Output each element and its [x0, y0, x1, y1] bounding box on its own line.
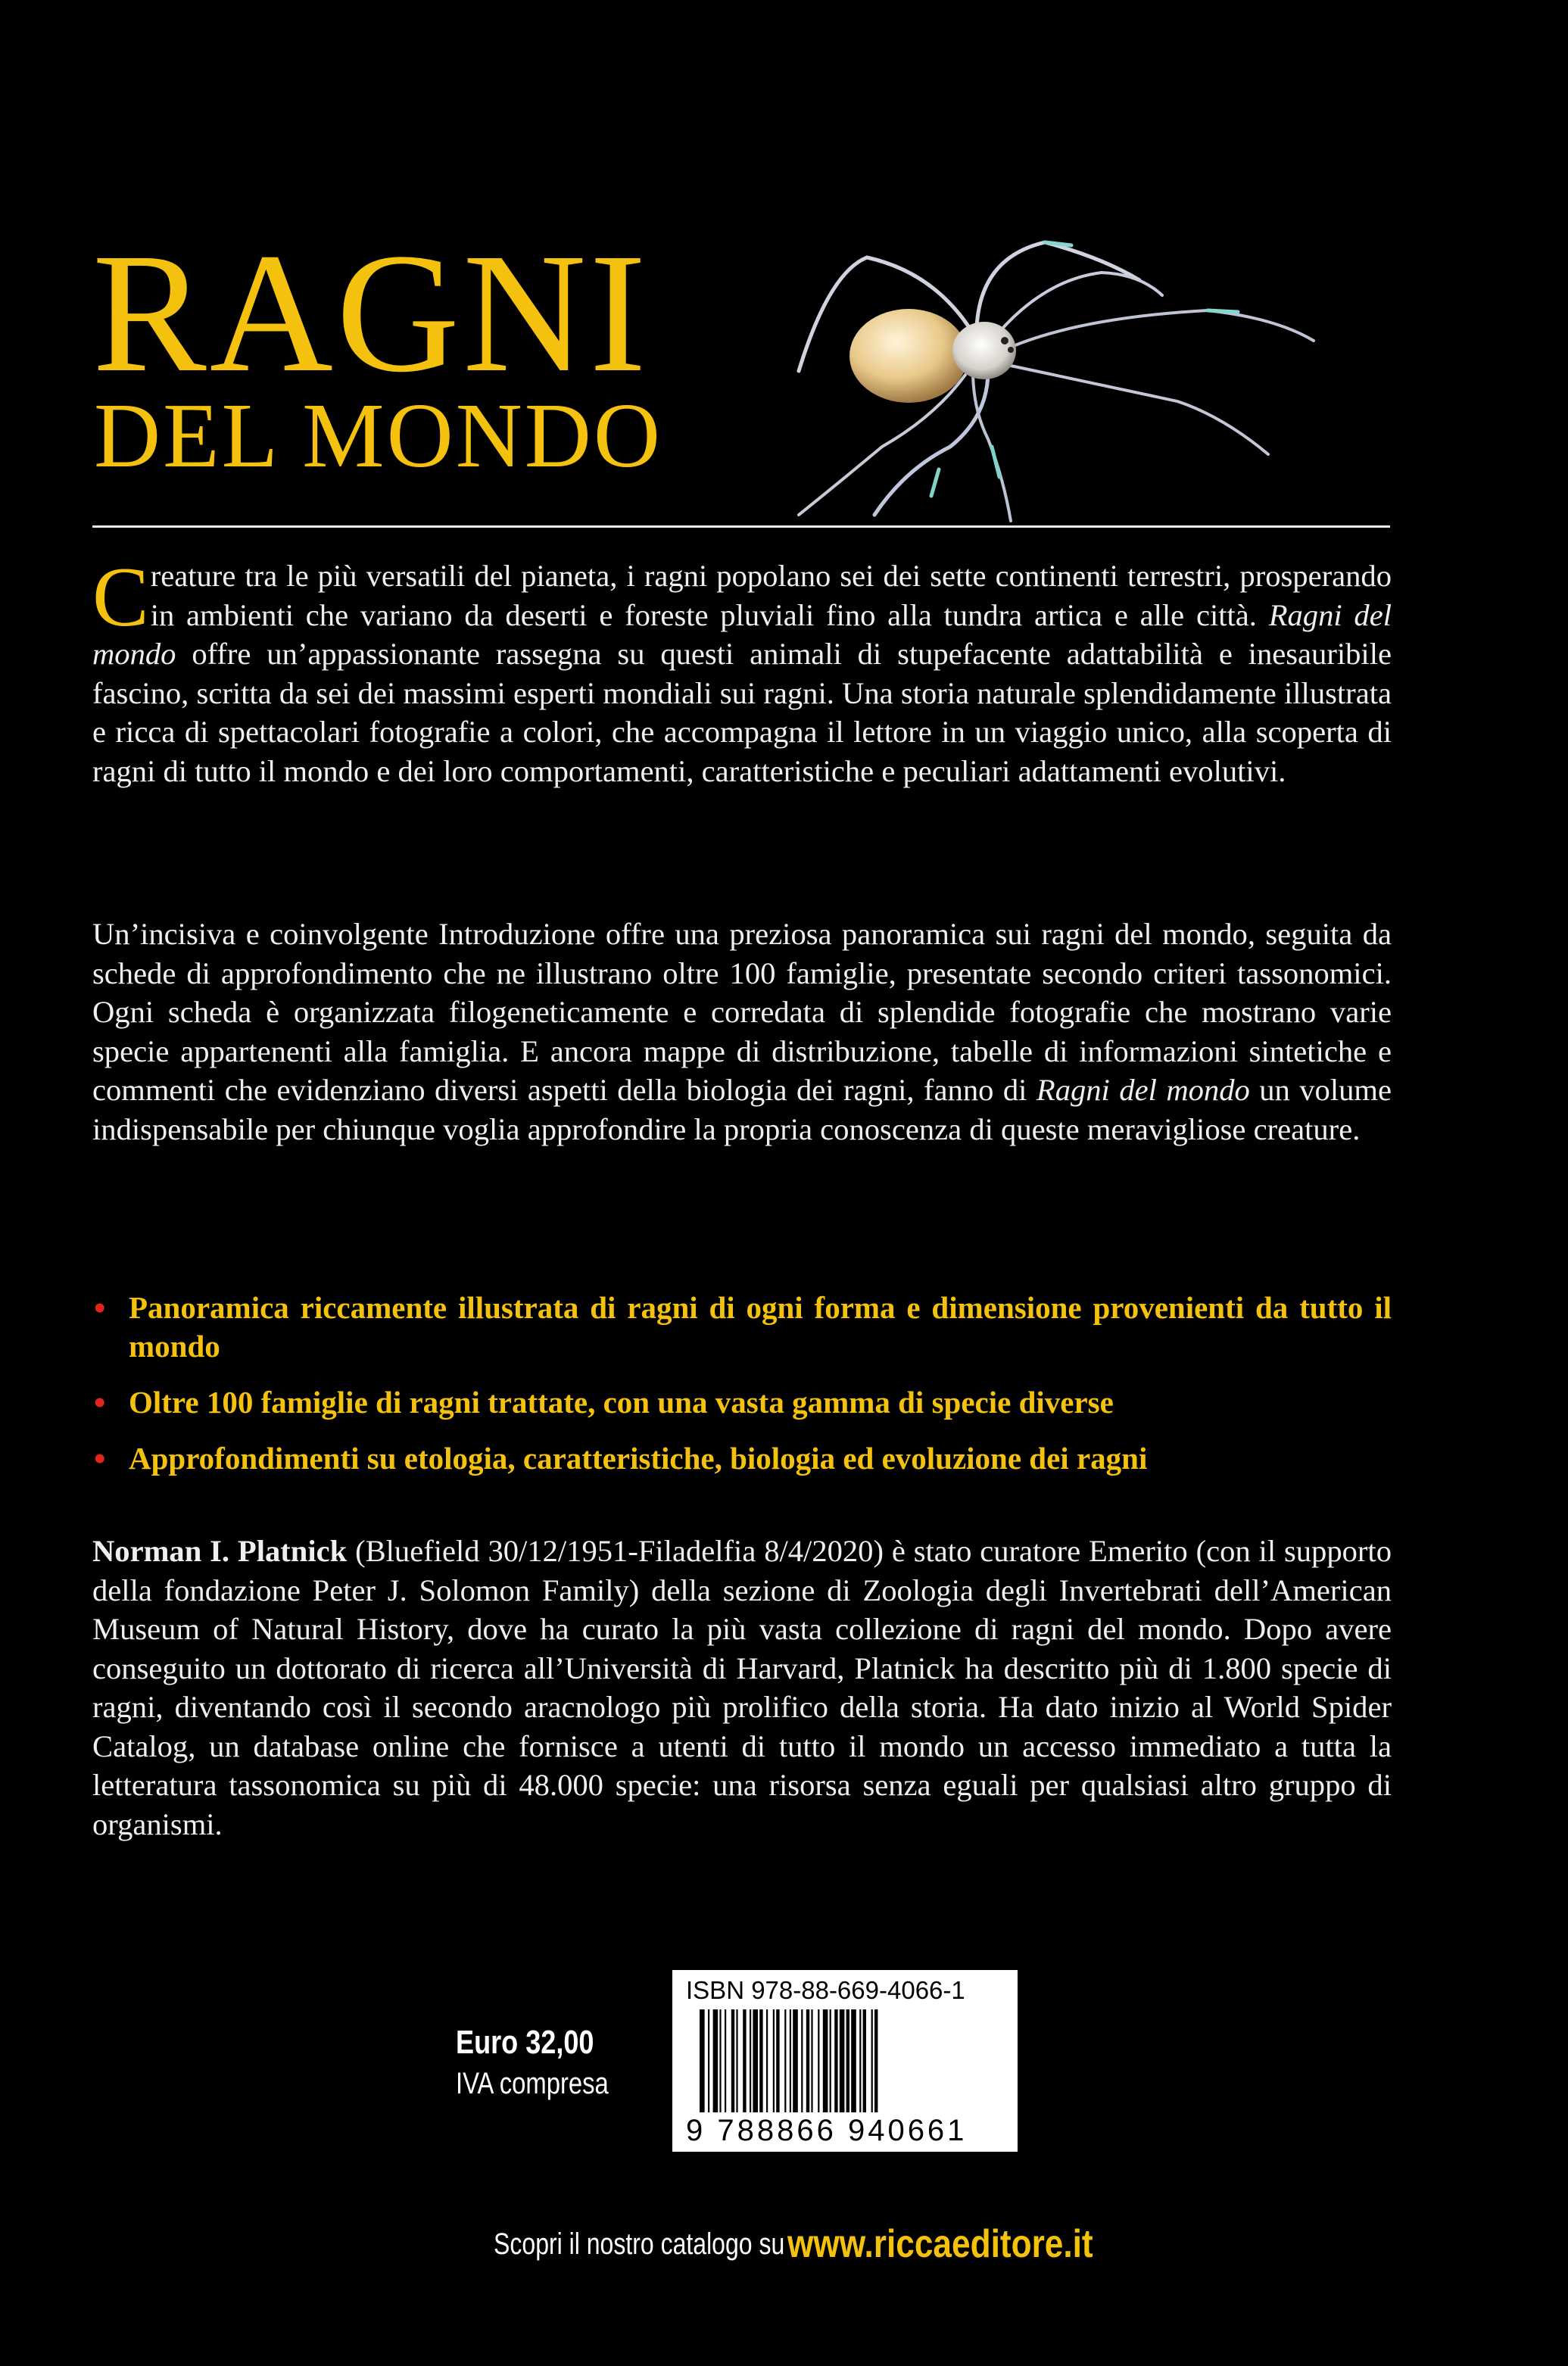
barcode-bar [806, 2009, 809, 2112]
bullet-icon: • [94, 1289, 106, 1326]
catalog-text: Scopri il nostro catalogo su [493, 2227, 784, 2261]
bullet-icon: • [94, 1440, 106, 1477]
isbn-barcode [672, 1970, 1018, 2152]
bullet-icon: • [94, 1384, 106, 1421]
barcode-bar [846, 2009, 849, 2112]
barcode-bar [801, 2009, 803, 2112]
author-bio: Norman I. Platnick (Bluefield 30/12/1951-Filadelfia 8/4/2020) è stato curatore Emerito (con il supporto della fondazione Peter J. Solomon Family) della sezione di Zoologia degli Invertebrati dell’American Museum of Natural History, dove ha curato la più vasta collezione di ragni del mondo. Dopo avere conseguito un dottorato di ricerca all’Università di Harvard, Platnick ha descritto più di 1.800 specie di ragni, diventando così il secondo aracnologo più prolifico della storia. Ha dato inizio al World Spider Catalog, un database online che fornisce a utenti di tutto il mondo un accesso immediato a tutta la letteratura tassonomica su più di 48.000 specie: una risorsa senza eguali per qualsiasi altro gruppo di organismi. [92, 1534, 1392, 1841]
barcode-bar [790, 2009, 791, 2112]
website-link[interactable]: www.riccaeditore.it [787, 2222, 1094, 2266]
barcode-bar [713, 2009, 719, 2112]
barcode-bar [840, 2009, 845, 2112]
barcode-bar [784, 2009, 786, 2112]
barcode-bars [700, 2009, 1001, 2112]
highlight-item: • Panoramica riccamente illustrata di ragni di ogni forma e dimensione provenienti da tutto il mondo [94, 1289, 1392, 1364]
barcode-bar [830, 2009, 831, 2112]
barcode-bar [736, 2009, 737, 2112]
spider-illustration [784, 227, 1336, 522]
book-title-italic: Ragni del mondo [92, 597, 1392, 671]
barcode-bar [776, 2009, 779, 2112]
book-title-italic: Ragni del mondo [1036, 1073, 1250, 1107]
highlight-item: • Approfondimenti su etologia, caratteristiche, biologia ed evoluzione dei ragni [94, 1440, 1148, 1477]
barcode-bar [823, 2009, 828, 2112]
barcode-bar [811, 2009, 812, 2112]
description-paragraph-2: Un’incisiva e coinvolgente Introduzione offre una preziosa panoramica sui ragni del mondo, seguita da schede di approfondimento che ne illustrano oltre 100 famiglie, presentate secondo criteri tassonomici. Ogni scheda è organizzata filogeneticamente e corredata di splendide fotografie che mostrano varie specie appartenenti alla famiglia. E ancora mappe di distribuzione, tabelle di informazioni sintetiche e commenti che evidenziano diversi aspetti della biologia dei ragni, fanno di Ragni del mondo un volume indispensabile per chiunque voglia approfondire la propria conoscenza di queste meravigliose creature. [92, 917, 1392, 1146]
book-title: RAGNI [92, 218, 650, 407]
description-paragraph-1: Creature tra le più versatili del pianeta, i ragni popolano sei dei sette continenti terrestri, prosperando in ambienti che variano da deserti e foreste pluviali fino alla tundra artica e alle città. Ragni del mondo offre un’appassionante rassegna su questi animali di stupefacente adattabilità e inesauribile fascino, scritta da sei dei massimi esperti mondiali sui ragni. Una storia naturale splendidamente illustrata e ricca di spettacolari fotografie a colori, che accompagna il lettore in un viaggio unico, alla scoperta di ragni di tutto il mondo e dei loro comportamenti, caratteristiche e peculiari adattamenti evolutivi. [92, 550, 1392, 788]
barcode-bar [731, 2009, 734, 2112]
barcode-bar [859, 2009, 861, 2112]
price-amount: Euro 32,00 [456, 2024, 594, 2061]
barcode-digits: 9 788866 940661 [686, 2114, 968, 2147]
author-name: Norman I. Platnick [92, 1534, 348, 1568]
barcode-bar [700, 2009, 705, 2112]
highlights-list [92, 1289, 1392, 1495]
footer [0, 2221, 1568, 2267]
barcode-bar [773, 2009, 775, 2112]
price-tax-note: IVA compresa [456, 2067, 609, 2100]
barcode-bar [753, 2009, 758, 2112]
highlight-item: • Oltre 100 famiglie di ragni trattate, con una vasta gamma di specie diverse [94, 1384, 1114, 1421]
title-divider [92, 525, 1390, 528]
barcode-bar [725, 2009, 726, 2112]
drop-cap: C [92, 550, 149, 644]
barcode-bar [708, 2009, 709, 2112]
barcode-bar [793, 2009, 798, 2112]
barcode-bar [863, 2009, 866, 2112]
price-block [456, 2022, 642, 2103]
barcode-bar [719, 2009, 721, 2112]
book-subtitle: DEL MONDO [94, 385, 663, 487]
barcode-bar [818, 2009, 819, 2112]
barcode-bar [871, 2009, 873, 2112]
isbn-label: ISBN 978-88-669-4066-1 [686, 1976, 965, 2004]
barcode-bar [874, 2009, 878, 2112]
barcode-bar [750, 2009, 751, 2112]
barcode-bar [766, 2009, 768, 2112]
barcode-bar [743, 2009, 746, 2112]
barcode-bar [834, 2009, 837, 2112]
barcode-bar [759, 2009, 762, 2112]
barcode-bar [851, 2009, 856, 2112]
